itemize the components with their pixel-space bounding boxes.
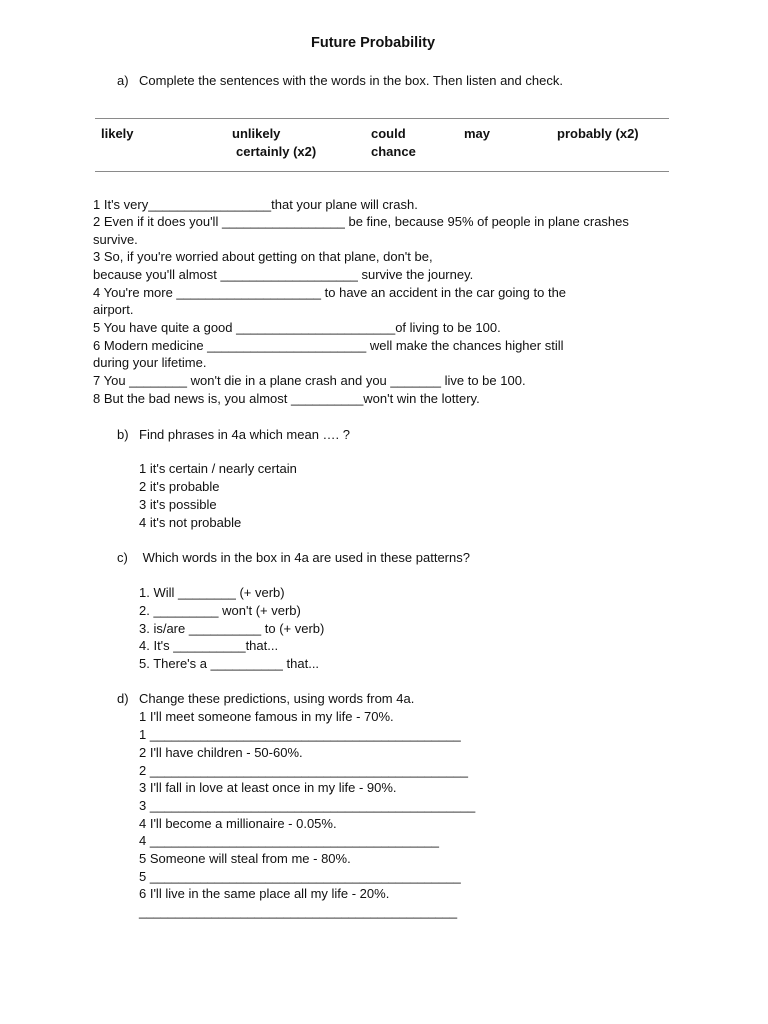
word-box-item: certainly (x2) bbox=[236, 144, 317, 159]
word-box-item: likely bbox=[101, 126, 134, 141]
section-c-label: c) bbox=[117, 550, 128, 565]
sentence-line: 6 Modern medicine ______________________ well make the chances higher still bbox=[93, 338, 564, 353]
prediction-line: 5 Someone will steal from me - 80%. bbox=[139, 851, 351, 866]
answer-line: ____________________________________________ bbox=[139, 904, 458, 919]
answer-line: 5 ___________________________________________ bbox=[139, 869, 461, 884]
list-item: 1 it's certain / nearly certain bbox=[139, 461, 297, 476]
sentence-line: 3 So, if you're worried about getting on that plane, don't be, bbox=[93, 249, 433, 264]
sentence-line: because you'll almost ___________________ survive the journey. bbox=[93, 267, 474, 282]
page-title: Future Probability bbox=[311, 35, 436, 51]
list-item: 3. is/are __________ to (+ verb) bbox=[139, 621, 325, 636]
sentence-line: survive. bbox=[93, 232, 138, 247]
word-box-item: may bbox=[464, 126, 491, 141]
list-item: 4. It's __________that... bbox=[139, 638, 279, 653]
prediction-line: 6 I'll live in the same place all my life - 20%. bbox=[139, 886, 390, 901]
sentence-line: 8 But the bad news is, you almost __________won't win the lottery. bbox=[93, 391, 480, 406]
list-item: 2. _________ won't (+ verb) bbox=[139, 603, 301, 618]
sentence-line: 5 You have quite a good ______________________of living to be 100. bbox=[93, 320, 501, 335]
sentence-line: during your lifetime. bbox=[93, 355, 207, 370]
word-box-item: could bbox=[371, 126, 406, 141]
prediction-line: 4 I'll become a millionaire - 0.05%. bbox=[139, 816, 337, 831]
sentence-line: airport. bbox=[93, 302, 134, 317]
list-item: 1. Will ________ (+ verb) bbox=[139, 585, 285, 600]
word-box-item: probably (x2) bbox=[557, 126, 639, 141]
section-c-instruction: Which words in the box in 4a are used in these patterns? bbox=[139, 550, 470, 565]
word-box-bottom-rule bbox=[95, 171, 669, 172]
word-box-item: unlikely bbox=[232, 126, 281, 141]
section-b-label: b) bbox=[117, 427, 129, 442]
word-box-item: chance bbox=[371, 144, 416, 159]
list-item: 5. There's a __________ that... bbox=[139, 656, 320, 671]
section-d-instruction: Change these predictions, using words from 4a. bbox=[139, 691, 415, 706]
sentence-line: 7 You ________ won't die in a plane crash and you _______ live to be 100. bbox=[93, 373, 526, 388]
word-box-top-rule bbox=[95, 118, 669, 119]
prediction-line: 3 I'll fall in love at least once in my life - 90%. bbox=[139, 780, 397, 795]
section-d-label: d) bbox=[117, 691, 129, 706]
answer-line: 1 ___________________________________________ bbox=[139, 727, 461, 742]
prediction-line: 1 I'll meet someone famous in my life - 70%. bbox=[139, 709, 394, 724]
section-a-instruction: Complete the sentences with the words in the box. Then listen and check. bbox=[139, 73, 563, 88]
sentence-line: 2 Even if it does you'll _________________ be fine, because 95% of people in plane crashes bbox=[93, 214, 629, 229]
section-a-label: a) bbox=[117, 73, 129, 88]
answer-line: 4 ________________________________________ bbox=[139, 833, 440, 848]
prediction-line: 2 I'll have children - 50-60%. bbox=[139, 745, 303, 760]
list-item: 4 it's not probable bbox=[139, 515, 242, 530]
answer-line: 2 ____________________________________________ bbox=[139, 763, 468, 778]
answer-line: 3 _____________________________________________ bbox=[139, 798, 476, 813]
sentence-line: 1 It's very_________________that your plane will crash. bbox=[93, 197, 418, 212]
section-b-instruction: Find phrases in 4a which mean …. ? bbox=[139, 427, 350, 442]
list-item: 3 it's possible bbox=[139, 497, 217, 512]
list-item: 2 it's probable bbox=[139, 479, 220, 494]
sentence-line: 4 You're more ____________________ to have an accident in the car going to the bbox=[93, 285, 567, 300]
